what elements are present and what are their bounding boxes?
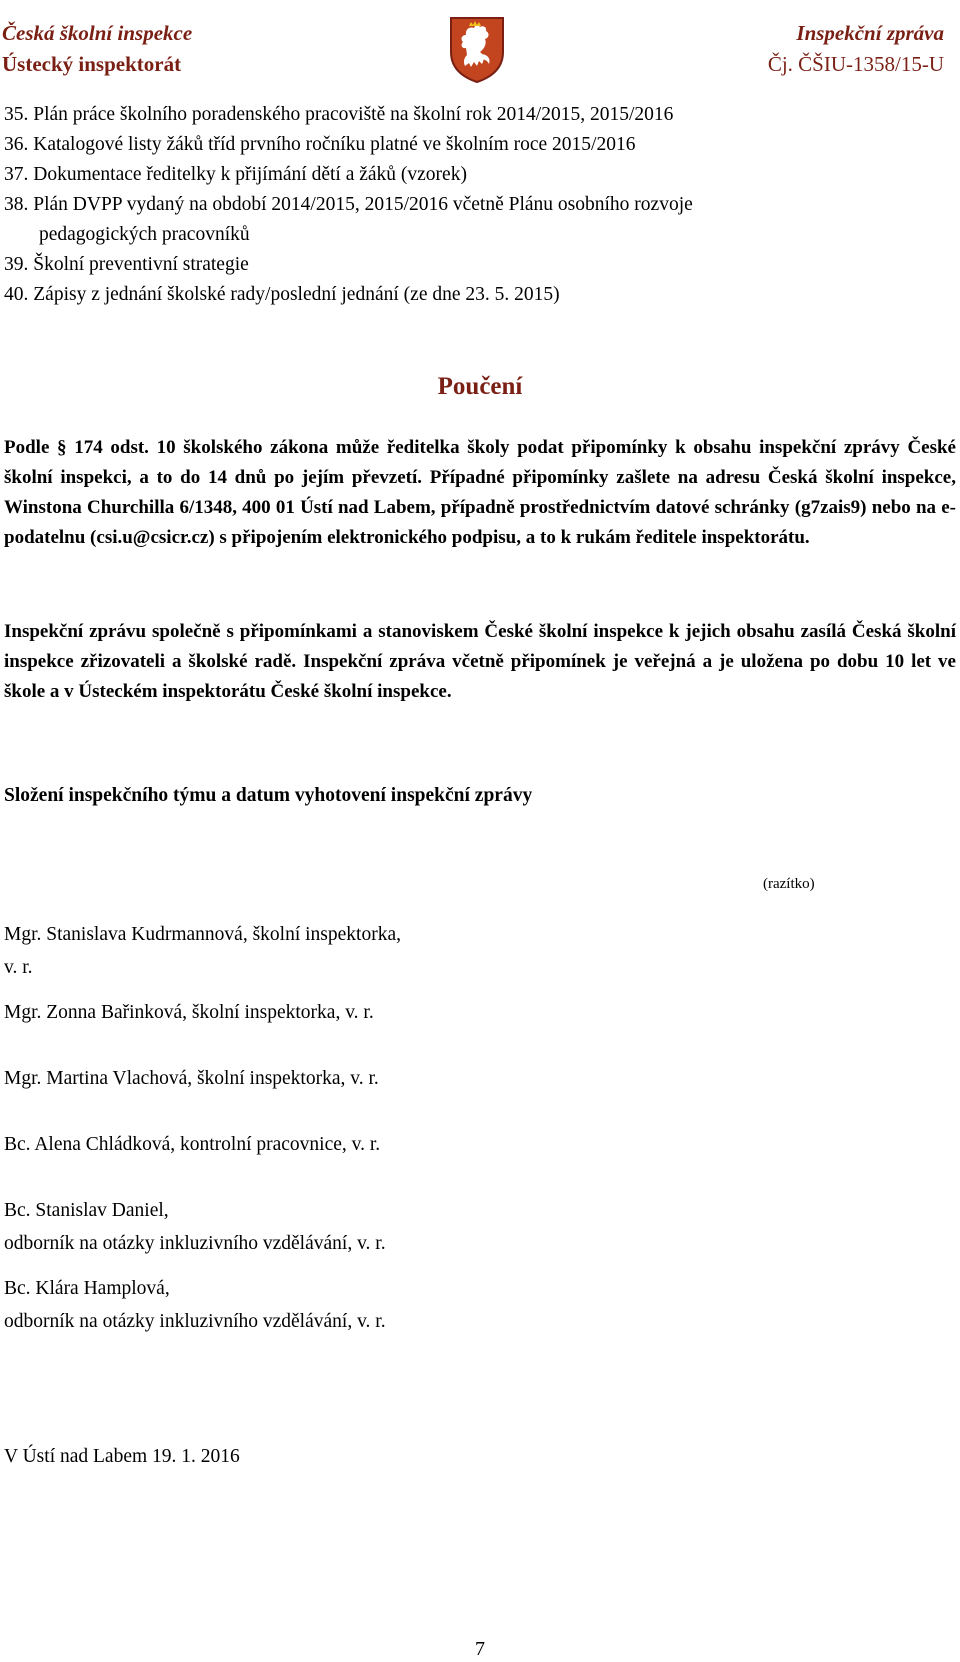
member-line: odborník na otázky inkluzivního vzdělávání, v. r. — [4, 1233, 386, 1254]
team-member — [4, 918, 401, 984]
team-member — [4, 1194, 401, 1260]
member-line: Mgr. Stanislava Kudrmannová, školní inspektorka, — [4, 924, 401, 945]
document-list — [4, 100, 944, 310]
list-item: 40. Zápisy z jednání školské rady/poslední jednání (ze dne 23. 5. 2015) — [4, 284, 560, 305]
page-header — [0, 14, 960, 84]
member-line: v. r. — [4, 957, 33, 978]
member-line: Mgr. Martina Vlachová, školní inspektorka, v. r. — [4, 1068, 379, 1089]
section-heading: Poučení — [437, 373, 523, 400]
team-member — [4, 1062, 401, 1095]
instructions-paragraph: Podle § 174 odst. 10 školského zákona může ředitelka školy podat připomínky k obsahu inspekční zprávy České školní inspekci, a to do 14 dnů po jejím převzetí. Případné připomínky zašlete na adresu Česká školní inspekce, Winstona Churchilla 6/1348, 400 01 Ústí nad Labem, případně prostřednictvím datové schránky (g7zais9) nebo na e-podatelnu (csi.u@csicr.cz) s připojením elektronického podpisu, a to k rukám ředitele inspektorátu. — [4, 437, 956, 548]
list-item: 36. Katalogové listy žáků tříd prvního ročníku platné ve školním roce 2015/2016 — [4, 134, 636, 155]
distribution-paragraph: Inspekční zprávu společně s připomínkami a stanoviskem České školní inspekce k jejich obsahu zasílá Česká školní inspekce zřizovateli a školské radě. Inspekční zpráva včetně připomínek je veřejná a je uložena po dobu 10 let ve škole a v Ústeckém inspektorátu České školní inspekce. — [4, 621, 956, 702]
team-heading: Složení inspekčního týmu a datum vyhotovení inspekční zprávy — [4, 785, 533, 806]
team-members — [4, 918, 401, 1338]
team-member — [4, 1128, 401, 1161]
institution-name: Česká školní inspekce — [2, 21, 193, 45]
team-member — [4, 996, 401, 1029]
list-item: 37. Dokumentace ředitelky k přijímání dětí a žáků (vzorek) — [4, 164, 467, 185]
place-and-date: V Ústí nad Labem 19. 1. 2016 — [4, 1446, 240, 1467]
inspectorate-name: Ústecký inspektorát — [2, 52, 182, 76]
list-item: 39. Školní preventivní strategie — [4, 254, 249, 275]
member-line: Mgr. Zonna Bařinková, školní inspektorka, v. r. — [4, 1002, 374, 1023]
reference-number: Čj. ČŠIU-1358/15-U — [767, 52, 944, 76]
stamp-label: (razítko) — [763, 876, 815, 892]
list-item: 38. Plán DVPP vydaný na období 2014/2015, 2015/2016 včetně Plánu osobního rozvoje — [4, 194, 693, 215]
header-left — [2, 18, 192, 80]
header-right — [768, 18, 944, 80]
list-item: 35. Plán práce školního poradenského pracoviště na školní rok 2014/2015, 2015/2016 — [4, 104, 674, 125]
team-member — [4, 1272, 401, 1338]
list-item-continuation: pedagogických pracovníků — [39, 224, 250, 245]
page-number: 7 — [475, 1638, 485, 1660]
member-line: Bc. Alena Chládková, kontrolní pracovnice, v. r. — [4, 1134, 381, 1155]
document-type: Inspekční zpráva — [796, 21, 944, 45]
member-line: Bc. Klára Hamplová, — [4, 1278, 170, 1299]
member-line: Bc. Stanislav Daniel, — [4, 1200, 169, 1221]
member-line: odborník na otázky inkluzivního vzdělávání, v. r. — [4, 1311, 386, 1332]
czech-coat-of-arms-icon — [447, 14, 507, 84]
